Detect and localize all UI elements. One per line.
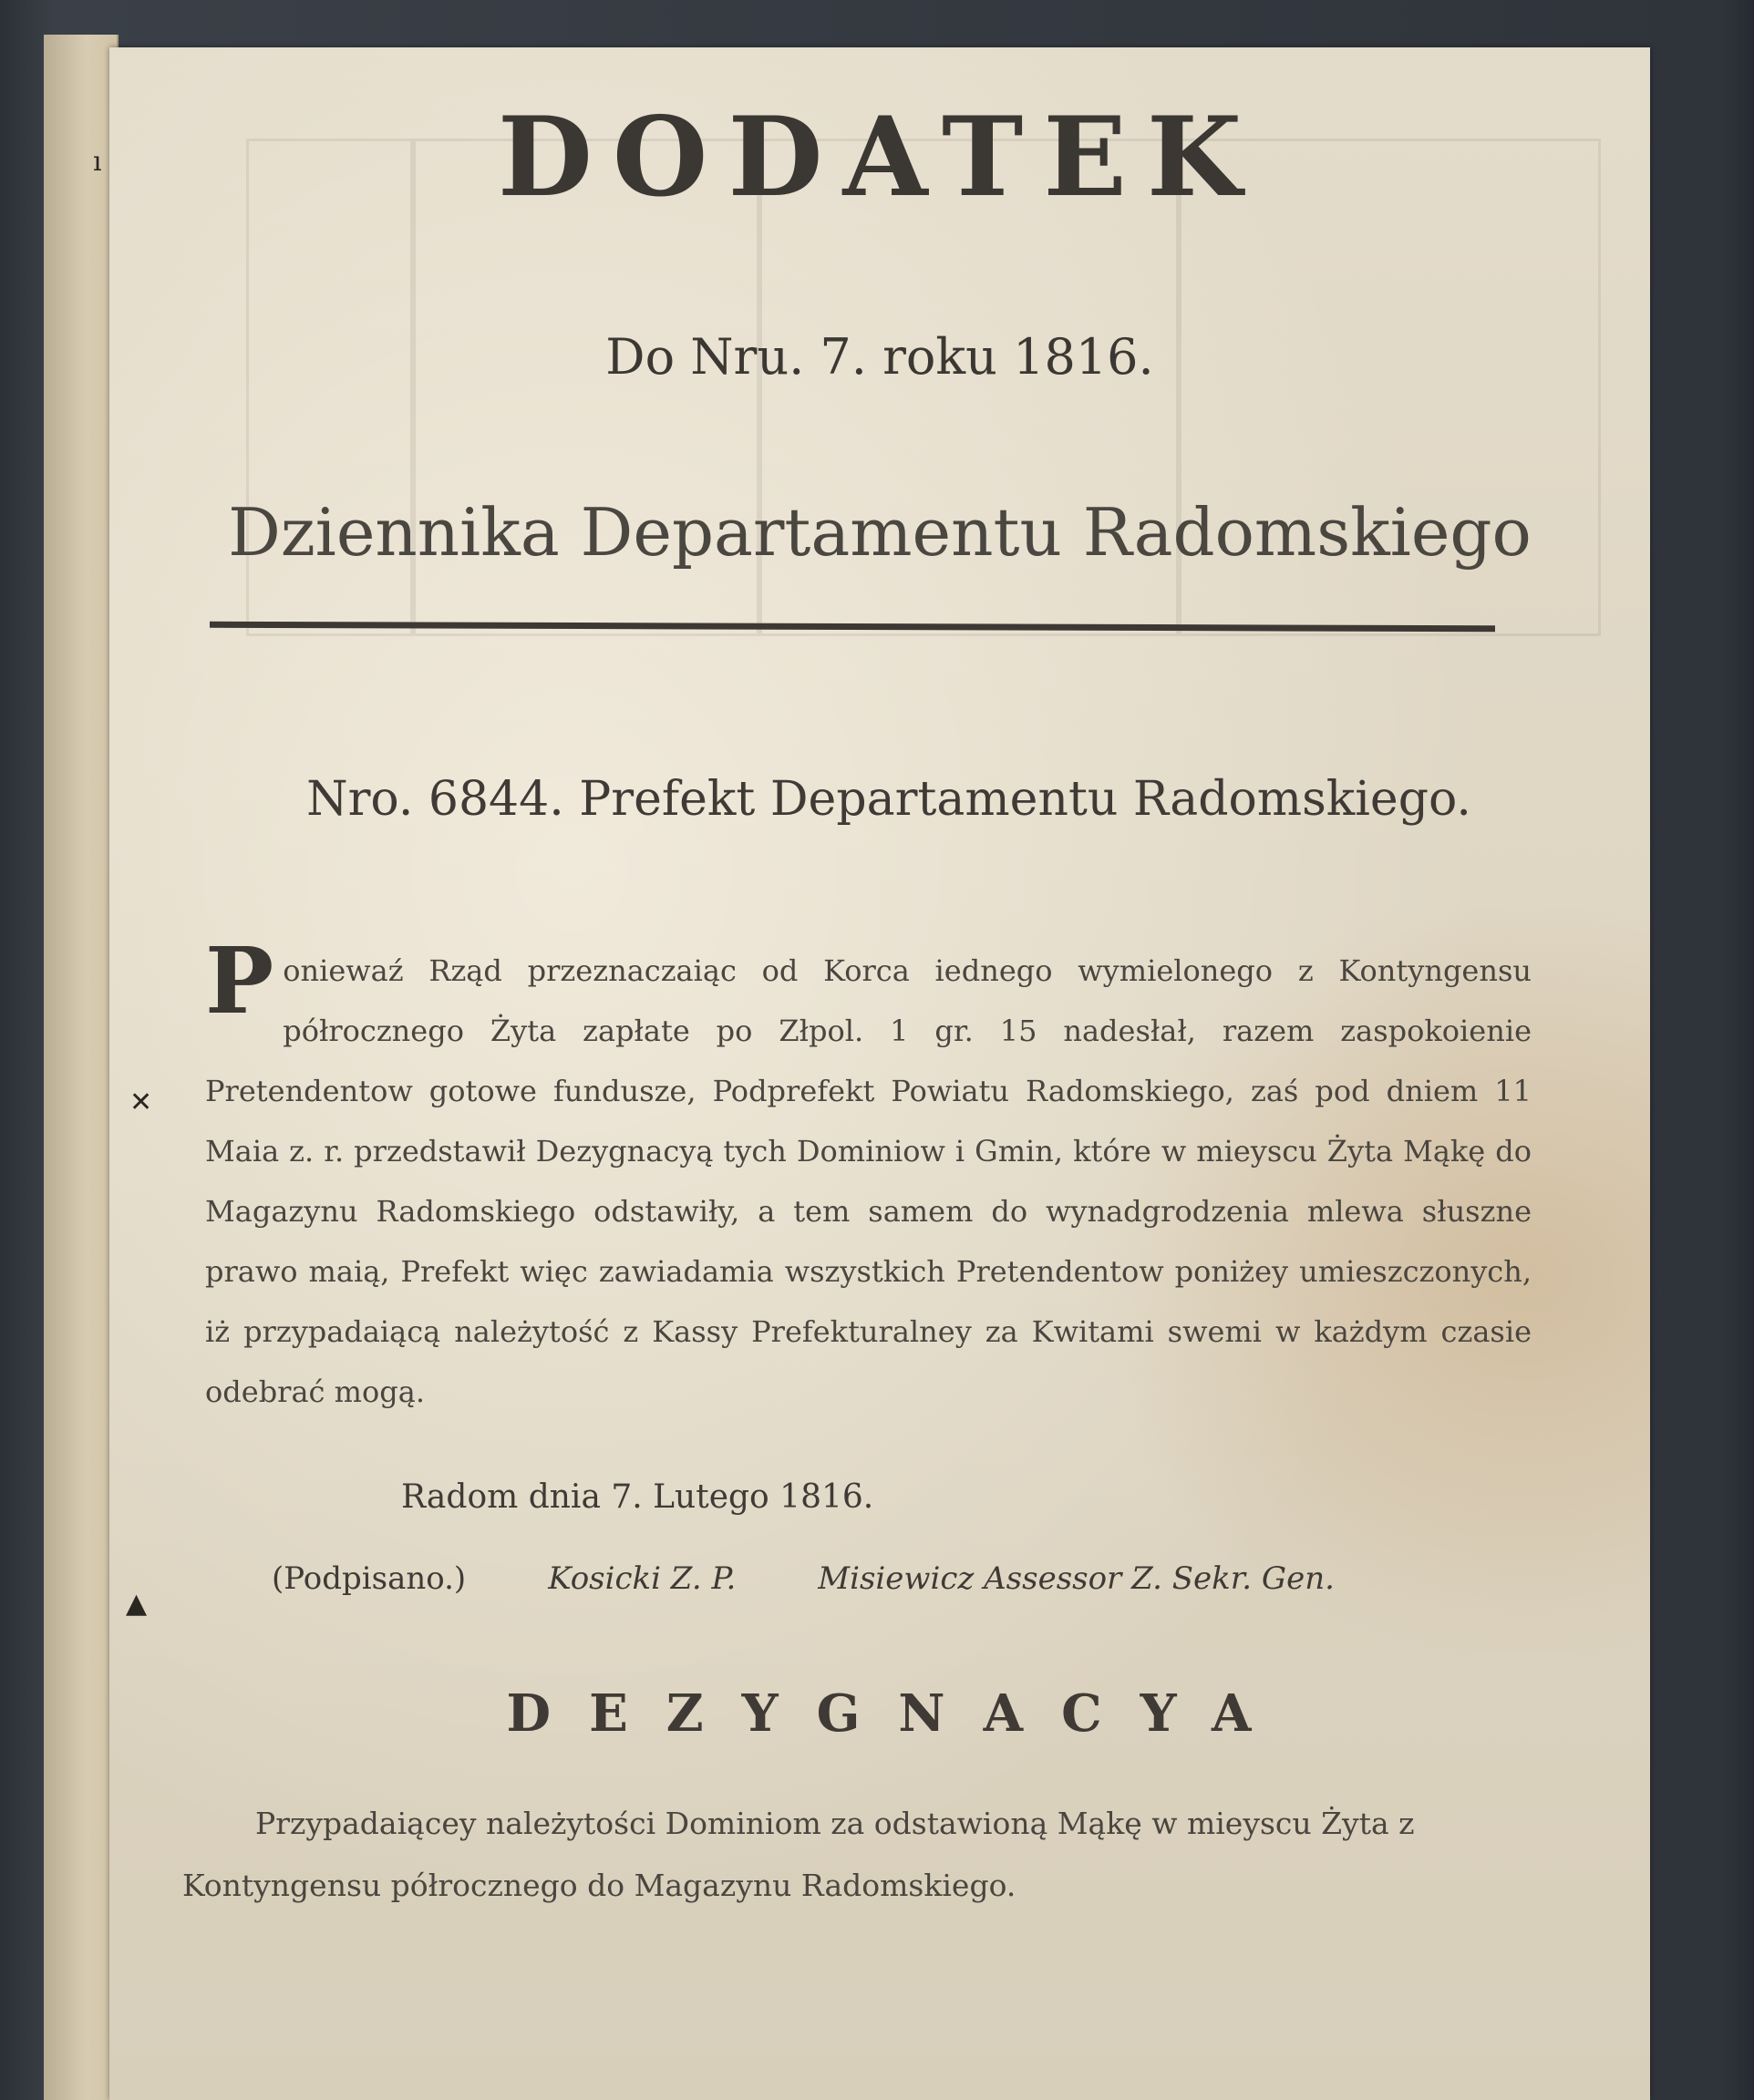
- section-description-text: Przypadaiącey należytości Dominiom za odstawioną Mąkę w mieyscu Żyta z Kontyngensu półrocznego do Magazynu Radomskiego.: [182, 1806, 1415, 1903]
- header-rule: [210, 622, 1495, 632]
- signature-line: [272, 1560, 1548, 1597]
- notice-heading: Nro. 6844. Prefekt Departamentu Radomskiego.: [306, 772, 1471, 827]
- margin-mark: ı: [93, 146, 102, 178]
- margin-mark: ✕: [129, 1086, 153, 1118]
- document-title: DODATEK: [497, 93, 1263, 221]
- section-description: [182, 1793, 1550, 1917]
- issue-number: Do Nru. 7. roku 1816.: [605, 328, 1154, 386]
- signed-label: (Podpisano.): [272, 1560, 467, 1597]
- section-title: DEZYGNACYA: [506, 1683, 1290, 1744]
- notice-body: [205, 927, 1532, 1422]
- notice-text: oniewaź Rząd przeznaczaiąc od Korca iednego wymielonego z Kontyngensu półrocznego Żyta zapłate po Złpol. 1 gr. 15 nadesłał, razem zaspokoienie Pretendentow gotowe fundusze, Podprefekt Powiatu Radomskiego, zaś pod dniem 11 Maia z. r. przedstawił Dezygnacyą tych Dominiow i Gmin, które w mieyscu Żyta Mąkę do Magazynu Radomskiego odstawiły, a tem samem do wynadgrodzenia mlewa słuszne prawo maią, Prefekt więc zawiadamia wszystkich Pretendentow poniżey umieszczonych, iż przypadaiącą należytość z Kassy Prefekturalney za Kwitami swemi w każdym czasie odebrać mogą.: [205, 953, 1532, 1409]
- secretary-signature: Misiewicz Assessor Z. Sekr. Gen.: [818, 1560, 1335, 1597]
- margin-mark: ▲: [126, 1588, 148, 1620]
- prefect-signature: Kosicki Z. P.: [548, 1560, 737, 1597]
- journal-name: Dziennika Departamentu Radomskiego: [228, 494, 1532, 571]
- document-page: [93, 47, 1650, 2100]
- dateline: Radom dnia 7. Lutego 1816.: [401, 1478, 874, 1516]
- book-spine: [44, 35, 119, 2100]
- drop-cap: P: [205, 927, 274, 1035]
